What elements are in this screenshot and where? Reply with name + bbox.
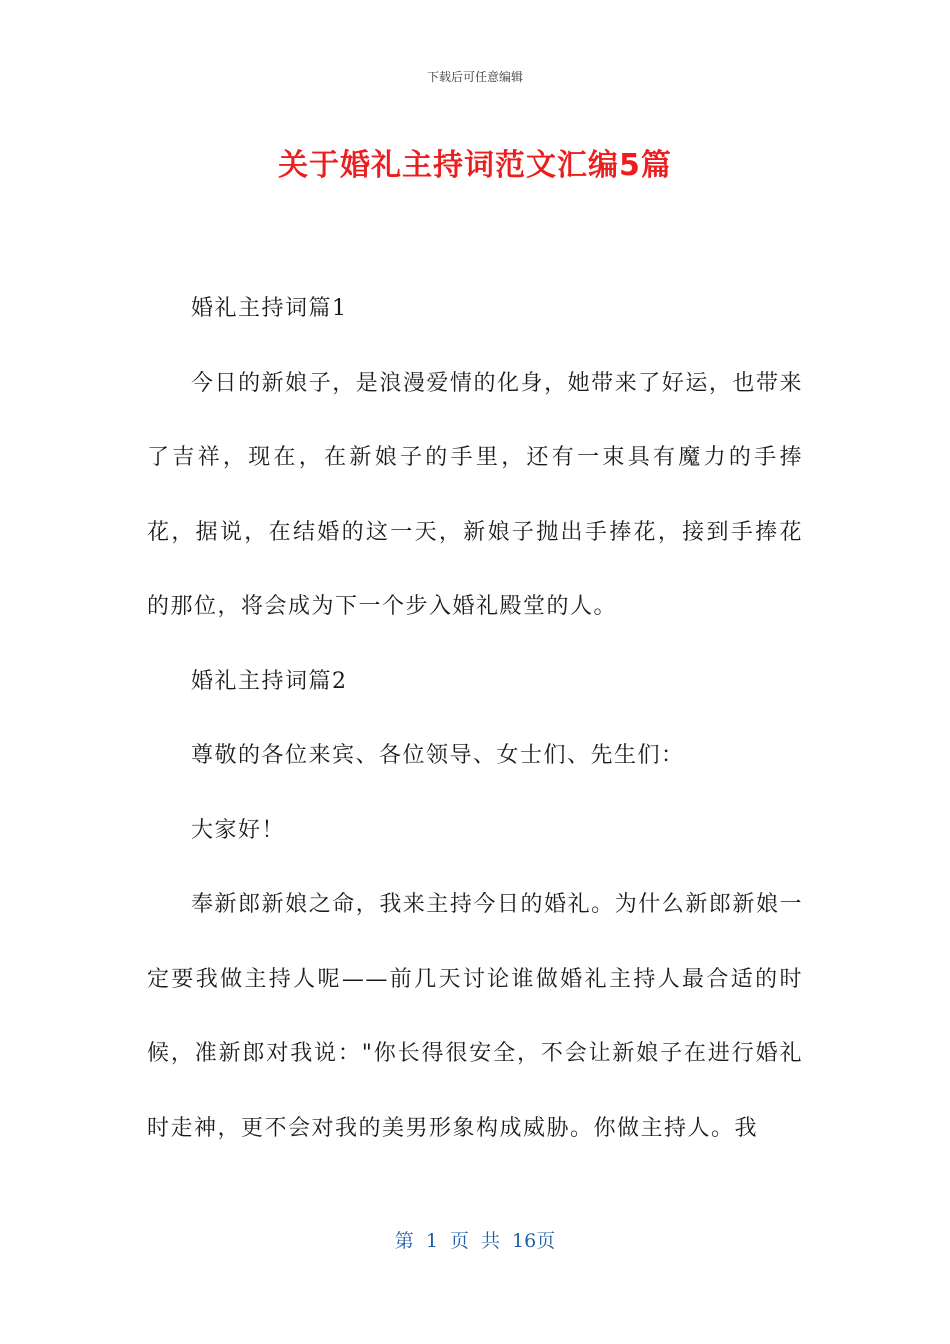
document-body (147, 272, 803, 1166)
paragraph: 奉新郎新娘之命，我来主持今日的婚礼。为什么新郎新娘一定要我做主持人呢——前几天讨论谁做婚礼主持人最合适的时候，准新郎对我说："你长得很安全，不会让新娘子在进行婚礼时走神，更不会对我的美男形象构成威胁。你做主持人。我 (147, 892, 803, 1141)
document-title: 关于婚礼主持词范文汇编5篇 (278, 148, 672, 183)
header-note: 下载后可任意编辑 (426, 70, 523, 84)
section-heading-2: 婚礼主持词篇2 (191, 668, 348, 694)
section-heading-1: 婚礼主持词篇1 (191, 296, 348, 321)
paragraph: 尊敬的各位来宾、各位领导、女士们、先生们： (191, 743, 685, 768)
paragraph: 今日的新娘子，是浪漫爱情的化身，她带来了好运，也带来了吉祥，现在，在新娘子的手里，还有一束具有魔力的手捧花，据说，在结婚的这一天，新娘子抛出手捧花，接到手捧花的那位，将会成为下一个步入婚礼殿堂的人。 (147, 370, 803, 619)
paragraph: 大家好！ (191, 817, 286, 843)
page-number-footer: 第 1 页 共 16页 (394, 1230, 556, 1252)
